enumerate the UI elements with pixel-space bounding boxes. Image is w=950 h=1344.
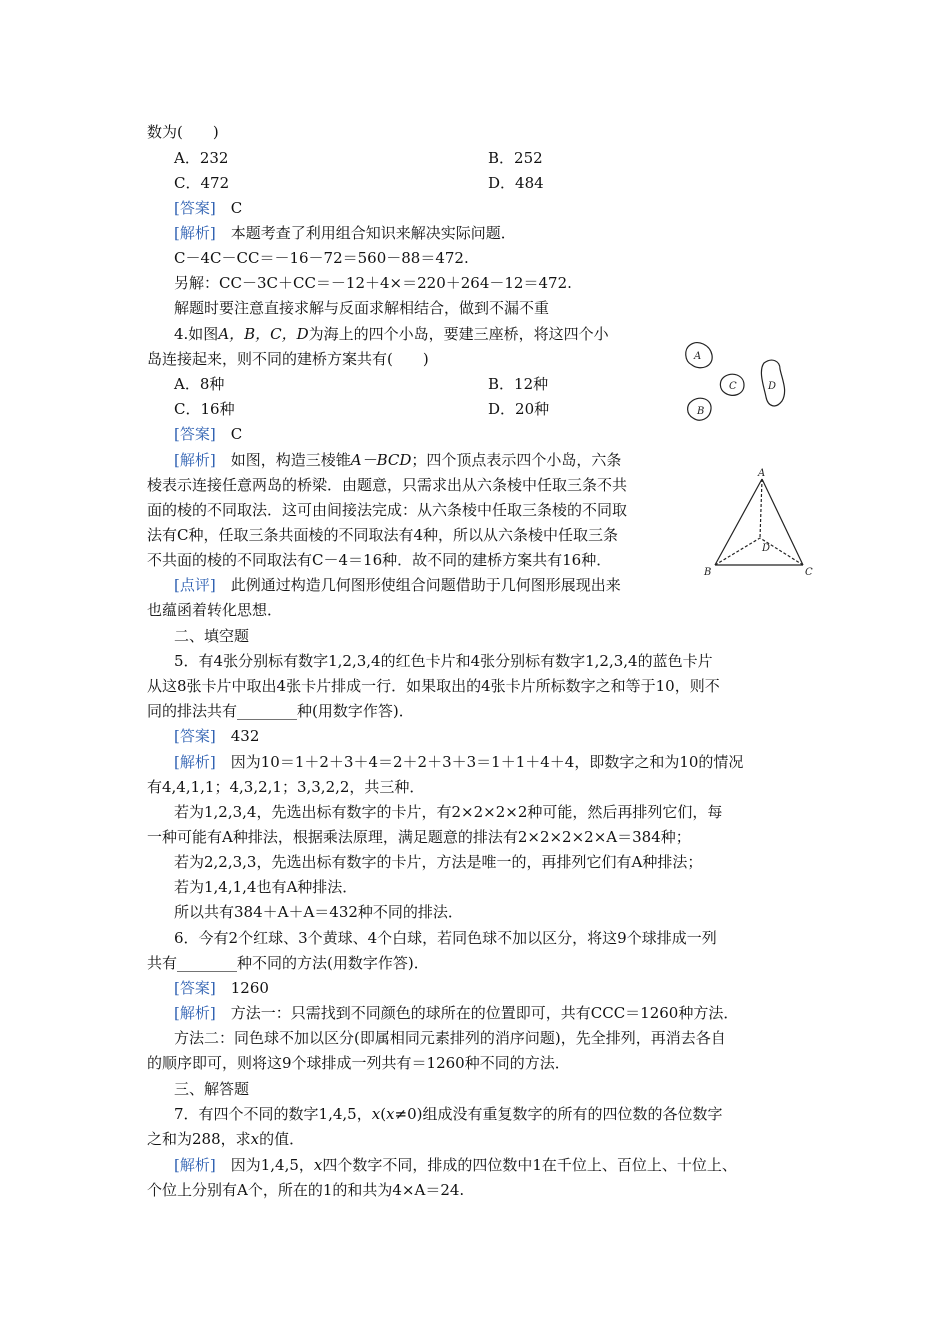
q7-stem-2b: x [250, 1130, 260, 1148]
q7-analysis-2: 个位上分别有A个，所在的1的和共为4×A＝24. [147, 1181, 465, 1199]
q5-analysis-1-text: 因为10＝1＋2＋3＋4＝2＋2＋3＋3＝1＋1＋4＋4，即数字之和为10的情况 [230, 753, 744, 771]
q4-stem-1a: 4.如图 [174, 325, 219, 343]
q5-analysis-2: 有4,4,1,1；4,3,2,1；3,3,2,2，共三种． [147, 778, 425, 796]
q7-stem-1b: x [371, 1105, 381, 1123]
q7-analysis-1 [174, 1155, 737, 1175]
vertex-label-c: C [805, 567, 813, 578]
edge-ad [760, 479, 762, 538]
vertex-label-a: A [758, 468, 766, 479]
q4-option-b: B．12种 [488, 375, 549, 393]
q6-analysis-3: 的顺序即可，则将这9个球排成一列共有＝1260种不同的方法． [147, 1054, 570, 1072]
comment-tag: [点评] [174, 576, 216, 594]
q7-stem-1d: x [386, 1105, 395, 1123]
analysis-tag: [解析] [174, 753, 216, 771]
q3-option-a: A．232 [174, 149, 229, 167]
analysis-tag: [解析] [174, 451, 216, 469]
pyramid-figure [700, 465, 820, 580]
q5-stem-1: 5．有4张分别标有数字1,2,3,4的红色卡片和4张分别标有数字1,2,3,4的蓝色卡片 [174, 652, 713, 670]
q4-comment-1 [174, 575, 621, 595]
analysis-tag: [解析] [174, 224, 216, 242]
analysis-tag: [解析] [174, 1156, 216, 1174]
q4-analysis-1b: A－BCD [350, 451, 412, 469]
islands-figure [680, 335, 805, 435]
q3-line-4: 解题时要注意直接求解与反面求解相结合，做到不漏不重 [174, 299, 550, 317]
q3-analysis-text: 本题考查了利用组合知识来解决实际问题． [230, 224, 516, 242]
q7-analysis-1b: x [313, 1156, 323, 1174]
q5-analysis-1 [174, 752, 743, 772]
q7-stem-1a: 7．有四个不同的数字1,4,5， [174, 1105, 372, 1123]
q3-answer [174, 198, 242, 218]
q4-analysis-4: 法有C种，任取三条共面棱的不同取法有4种，所以从六条棱中任取三条 [147, 526, 619, 544]
q4-analysis-1a: 如图，构造三棱锥 [230, 451, 351, 469]
q3-option-d: D．484 [488, 174, 544, 192]
q5-stem-3: 同的排法共有________种(用数字作答)． [147, 702, 414, 720]
q3-line-3: 另解：CC－3C＋CC＝－12＋4×＝220＋264－12＝472. [174, 274, 572, 292]
q6-answer-value: 1260 [230, 979, 269, 997]
q5-analysis-6: 若为1,4,1,4也有A种排法． [174, 878, 358, 896]
q3-stem-end: 数为( ) [147, 123, 219, 141]
q6-stem-1: 6．今有2个红球、3个黄球、4个白球，若同色球不加以区分，将这9个球排成一列 [174, 929, 717, 947]
q4-analysis-1 [174, 450, 621, 470]
island-label-b: B [697, 406, 705, 417]
q5-analysis-5: 若为2,2,3,3，先选出标有数字的卡片，方法是唯一的，再排列它们有A种排法； [174, 853, 703, 871]
q6-analysis-1-text: 方法一：只需找到不同颜色的球所在的位置即可，共有CCC＝1260种方法． [230, 1004, 739, 1022]
analysis-tag: [解析] [174, 1004, 216, 1022]
q7-stem-2 [147, 1129, 304, 1149]
q4-analysis-1c: ；四个顶点表示四个小岛，六条 [411, 451, 622, 469]
q4-answer [174, 424, 242, 444]
q7-analysis-1a: 因为1,4,5， [230, 1156, 314, 1174]
q7-stem-2c: 的值． [259, 1130, 305, 1148]
section-2-title: 二、填空题 [174, 627, 250, 645]
q5-answer-value: 432 [230, 727, 260, 745]
q4-comment-2: 也蕴函着转化思想． [147, 601, 283, 619]
q6-analysis-2: 方法二：同色球不加以区分(即属相同元素排列的消序问题)，先全排列，再消去各自 [174, 1029, 726, 1047]
answer-tag: [答案] [174, 727, 216, 745]
answer-tag: [答案] [174, 425, 216, 443]
q4-stem-labels: A，B，C，D [218, 325, 309, 343]
edge-ab [715, 479, 762, 565]
q7-stem-2a: 之和为288，求 [147, 1130, 251, 1148]
vertex-label-d: D [762, 543, 771, 554]
q4-stem-1b: 为海上的四个小岛，要建三座桥，将这四个小 [308, 325, 609, 343]
q4-stem-1 [174, 324, 609, 344]
q4-analysis-5: 不共面的棱的不同取法有C－4＝16种．故不同的建桥方案共有16种． [147, 551, 612, 569]
q3-answer-value: C [230, 199, 243, 217]
q7-stem-1e: ≠0)组成没有重复数字的所有的四位数的各位数字 [394, 1105, 723, 1123]
section-3-title: 三、解答题 [174, 1080, 250, 1098]
q3-option-c: C．472 [174, 174, 230, 192]
answer-tag: [答案] [174, 199, 216, 217]
q3-analysis [174, 223, 516, 243]
q4-option-a: A．8种 [174, 375, 225, 393]
q5-analysis-7: 所以共有384＋A＋A＝432种不同的排法． [174, 903, 463, 921]
island-label-c: C [729, 381, 737, 392]
q5-analysis-4: 一种可能有A种排法，根据乘法原理，满足题意的排法有2×2×2×2×A＝384种； [147, 828, 691, 846]
q4-analysis-3: 面的棱的不同取法．这可由间接法完成：从六条棱中任取三条棱的不同取 [147, 501, 628, 519]
q6-answer [174, 978, 269, 998]
q7-analysis-1c: 四个数字不同，排成的四位数中1在千位上、百位上、十位上、 [322, 1156, 737, 1174]
q4-option-d: D．20种 [488, 400, 550, 418]
q4-stem-2: 岛连接起来，则不同的建桥方案共有( ) [147, 350, 429, 368]
answer-tag: [答案] [174, 979, 216, 997]
q7-stem-1c: ( [380, 1105, 387, 1123]
q5-analysis-3: 若为1,2,3,4，先选出标有数字的卡片，有2×2×2×2种可能，然后再排列它们，每 [174, 803, 723, 821]
q4-comment-text: 此例通过构造几何图形使组合问题借助于几何图形展现出来 [230, 576, 621, 594]
island-label-d: D [768, 381, 777, 392]
q5-stem-2: 从这8张卡片中取出4张卡片排成一行．如果取出的4张卡片所标数字之和等于10，则不 [147, 677, 720, 695]
q4-answer-value: C [230, 425, 243, 443]
q7-stem-1 [174, 1104, 722, 1124]
q6-analysis-1 [174, 1003, 738, 1023]
q3-line-2: C－4C－CC＝－16－72＝560－88＝472. [174, 249, 469, 267]
q4-option-c: C．16种 [174, 400, 235, 418]
vertex-label-b: B [704, 567, 712, 578]
q3-option-b: B．252 [488, 149, 543, 167]
q4-analysis-2: 棱表示连接任意两岛的桥梁．由题意，只需求出从六条棱中任取三条不共 [147, 476, 628, 494]
island-label-a: A [694, 351, 702, 362]
q6-stem-2: 共有________种不同的方法(用数字作答)． [147, 954, 429, 972]
q5-answer [174, 726, 259, 746]
